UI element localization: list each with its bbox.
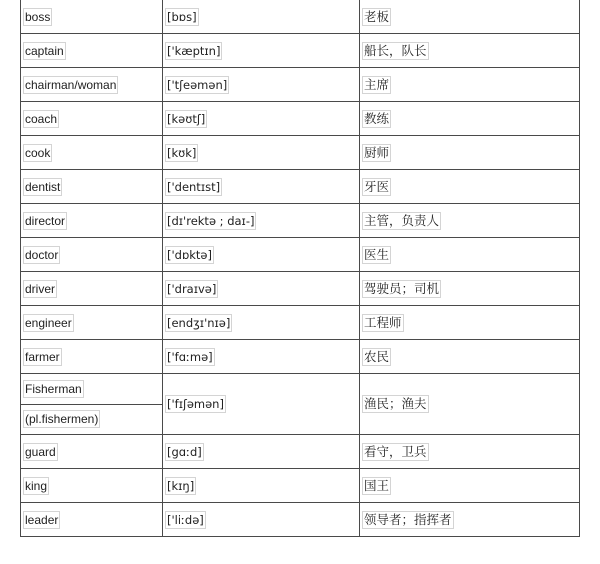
word-text: doctor (25, 247, 59, 262)
phonetic-cell (163, 306, 360, 340)
word-text: Fisherman (25, 382, 82, 396)
word-text: cook (25, 145, 51, 160)
meaning-text: 工程师 (364, 314, 402, 330)
meaning-text: 厨师 (364, 144, 390, 160)
meaning-text: 老板 (364, 8, 390, 24)
word-cell (21, 170, 163, 204)
word-cell (21, 272, 163, 306)
word-cell (21, 102, 163, 136)
meaning-cell (360, 204, 580, 238)
phonetic-cell (163, 136, 360, 170)
phonetic-cell (163, 374, 360, 435)
meaning-cell (360, 136, 580, 170)
phonetic-cell (163, 238, 360, 272)
word-text: engineer (25, 315, 72, 330)
meaning-text: 医生 (364, 246, 390, 262)
meaning-cell (360, 469, 580, 503)
phonetic-text: [gɑːd] (167, 444, 202, 459)
phonetic-text: [dɪ'rektə ; daɪ-] (167, 213, 255, 228)
word-text: chairman/woman (25, 77, 117, 92)
meaning-cell (360, 238, 580, 272)
table-row (21, 68, 580, 102)
word-cell (21, 34, 163, 68)
word-cell (21, 503, 163, 537)
meaning-cell (360, 306, 580, 340)
phonetic-cell (163, 68, 360, 102)
table-row (21, 238, 580, 272)
meaning-cell (360, 503, 580, 537)
phonetic-cell (163, 469, 360, 503)
word-cell (21, 238, 163, 272)
table-row (21, 272, 580, 306)
meaning-cell (360, 435, 580, 469)
word-cell (21, 435, 163, 469)
meaning-cell (360, 170, 580, 204)
table-row (21, 340, 580, 374)
word-text: guard (25, 444, 56, 459)
meaning-text: 主席 (364, 76, 390, 92)
table-row (21, 170, 580, 204)
word-note-line (21, 405, 162, 434)
meaning-text: 国王 (364, 477, 390, 493)
word-text: king (25, 478, 48, 493)
phonetic-text: ['dentɪst] (167, 179, 221, 194)
meaning-text: 农民 (364, 348, 390, 364)
word-text: boss (25, 9, 51, 24)
meaning-cell (360, 102, 580, 136)
meaning-text: 船长，队长 (364, 42, 427, 58)
meaning-cell (360, 374, 580, 435)
phonetic-text: ['draɪvə] (167, 281, 217, 296)
word-cell (21, 0, 163, 34)
phonetic-text: ['dɒktə] (167, 247, 212, 262)
table-row (21, 374, 580, 435)
word-text: driver (25, 281, 56, 296)
phonetic-cell (163, 435, 360, 469)
word-note-text: (pl.fishermen) (25, 412, 99, 426)
table-row (21, 0, 580, 34)
phonetic-text: ['tʃeəmən] (167, 77, 228, 92)
word-cell (21, 340, 163, 374)
phonetic-text: [bɒs] (167, 9, 197, 24)
phonetic-cell (163, 0, 360, 34)
word-cell (21, 306, 163, 340)
word-text: leader (25, 512, 59, 527)
table-row (21, 204, 580, 238)
meaning-text: 教练 (364, 110, 390, 126)
table-row (21, 34, 580, 68)
meaning-text: 渔民；渔夫 (364, 396, 427, 411)
phonetic-cell (163, 340, 360, 374)
meaning-text: 牙医 (364, 178, 390, 194)
meaning-cell (360, 68, 580, 102)
phonetic-cell (163, 170, 360, 204)
word-text: farmer (25, 349, 60, 364)
meaning-cell (360, 0, 580, 34)
word-cell (21, 204, 163, 238)
table-row (21, 435, 580, 469)
phonetic-text: ['kæptɪn] (167, 43, 221, 58)
phonetic-cell (163, 204, 360, 238)
word-cell (21, 374, 163, 435)
meaning-text: 驾驶员；司机 (364, 280, 440, 296)
table-row (21, 469, 580, 503)
meaning-cell (360, 34, 580, 68)
vocabulary-table (20, 0, 580, 537)
meaning-cell (360, 340, 580, 374)
table-row (21, 306, 580, 340)
meaning-text: 主管，负责人 (364, 212, 440, 228)
phonetic-text: [endʒɪ'nɪə] (167, 315, 231, 330)
word-text: director (25, 213, 66, 228)
word-text: captain (25, 43, 64, 58)
word-text: dentist (25, 179, 61, 194)
meaning-cell (360, 272, 580, 306)
phonetic-text: [kʊk] (167, 145, 197, 160)
meaning-text: 领导者；指挥者 (364, 511, 452, 527)
phonetic-text: [kəʊtʃ] (167, 111, 206, 126)
phonetic-cell (163, 34, 360, 68)
phonetic-text: [kɪŋ] (167, 478, 195, 493)
phonetic-cell (163, 102, 360, 136)
word-text: coach (25, 111, 58, 126)
word-cell (21, 469, 163, 503)
phonetic-text: ['liːdə] (167, 512, 204, 527)
meaning-text: 看守，卫兵 (364, 443, 427, 459)
phonetic-text: ['fɑːmə] (167, 349, 213, 364)
table-row (21, 136, 580, 170)
table-row (21, 102, 580, 136)
word-cell (21, 136, 163, 170)
word-cell (21, 68, 163, 102)
phonetic-cell (163, 503, 360, 537)
table-row (21, 503, 580, 537)
phonetic-text: ['fɪʃəmən] (167, 397, 224, 411)
word-line (21, 375, 162, 405)
phonetic-cell (163, 272, 360, 306)
